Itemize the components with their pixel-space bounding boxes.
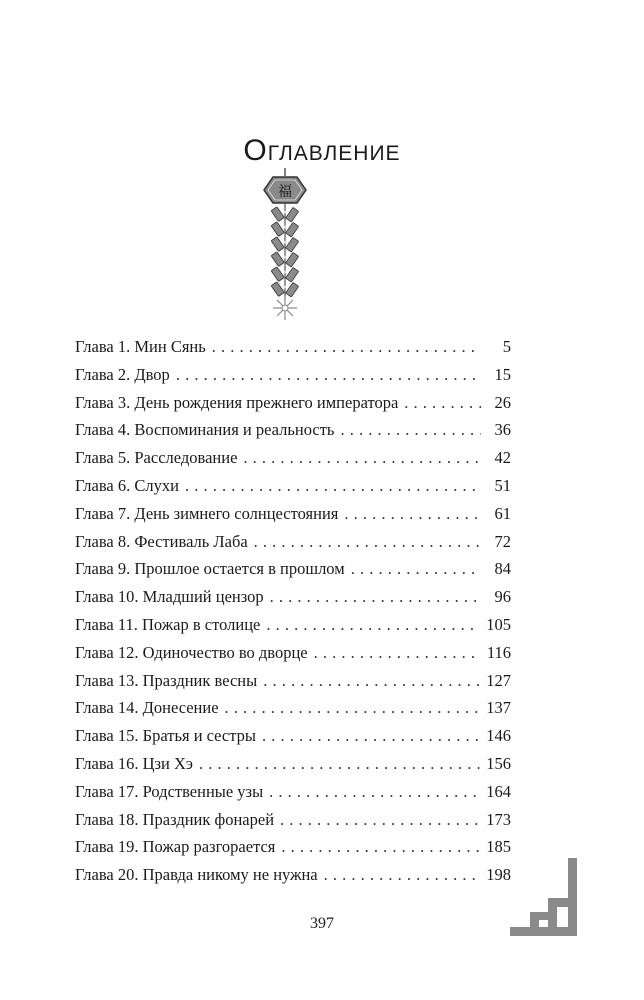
toc-entry-title: Глава 20. Правда никому не нужна: [75, 865, 318, 885]
toc-entry: [75, 726, 511, 754]
toc-entry: [75, 476, 511, 504]
toc-entry-title: Глава 17. Родственные узы: [75, 781, 264, 801]
toc-entry-title: Глава 10. Младший цензор: [75, 587, 264, 607]
toc-entry-title: Глава 11. Пожар в столице: [75, 614, 261, 634]
toc-entry: [75, 754, 511, 782]
toc-entry-page: 137: [486, 698, 511, 718]
toc-entry: [75, 643, 511, 671]
toc-entry-title: Глава 13. Праздник весны: [75, 670, 258, 690]
toc-entry: [75, 782, 511, 810]
firecracker-string-icon: [262, 168, 308, 333]
toc-dot-leader: [262, 726, 480, 746]
toc-dot-leader: [266, 615, 480, 635]
toc-entry-page: 105: [486, 614, 511, 634]
medallion-glyph: 福: [278, 184, 292, 200]
toc-dot-leader: [340, 420, 481, 440]
toc-entry-title: Глава 9. Прошлое остается в прошлом: [75, 559, 345, 579]
toc-entry: [75, 810, 511, 838]
toc-dot-leader: [324, 865, 481, 885]
toc-entry-title: Глава 6. Слухи: [75, 475, 179, 495]
toc-entry-page: 173: [486, 809, 511, 829]
toc-dot-leader: [185, 476, 481, 496]
corner-fret-ornament-icon: [510, 858, 580, 936]
toc-entry-page: 36: [494, 420, 511, 440]
toc-dot-leader: [269, 782, 480, 802]
toc-dot-leader: [243, 448, 481, 468]
toc-entry-title: Глава 2. Двор: [75, 364, 170, 384]
toc-dot-leader: [314, 643, 481, 663]
page-number: 397: [310, 915, 334, 932]
toc-entry: [75, 587, 511, 615]
toc-entry-title: Глава 1. Мин Сянь: [75, 337, 206, 356]
toc-entry-page: 127: [486, 670, 511, 690]
toc-dot-leader: [270, 587, 481, 607]
toc-entry-page: 84: [494, 559, 511, 579]
toc-dot-leader: [199, 754, 480, 774]
toc-entry-page: 96: [494, 587, 511, 607]
toc-entry: [75, 837, 511, 865]
toc-entry-page: 26: [494, 392, 511, 412]
toc-entry-page: 5: [502, 337, 511, 356]
toc-dot-leader: [254, 532, 481, 552]
toc-dot-leader: [176, 365, 481, 385]
toc-dot-leader: [263, 671, 480, 691]
toc-entry-page: 146: [486, 726, 511, 746]
toc-entry-title: Глава 15. Братья и сестры: [75, 726, 256, 746]
toc-entry: [75, 615, 511, 643]
toc-entry-page: 198: [486, 865, 511, 885]
toc-entry: [75, 532, 511, 560]
toc-entry: [75, 559, 511, 587]
toc-entry-title: Глава 19. Пожар разгорается: [75, 837, 276, 857]
toc-entry-page: 51: [494, 475, 511, 495]
toc-entry: [75, 365, 511, 393]
toc-dot-leader: [404, 393, 481, 413]
toc-entry-page: 116: [486, 642, 511, 662]
toc-entry: [75, 393, 511, 421]
toc-entry-title: Глава 5. Расследование: [75, 448, 238, 468]
toc-entry-page: 156: [486, 753, 511, 773]
toc-entry-page: 61: [494, 503, 511, 523]
toc-entry-page: 72: [494, 531, 511, 551]
toc-entry-title: Глава 7. День зимнего солнцестояния: [75, 503, 339, 523]
toc-dot-leader: [281, 837, 480, 857]
toc-entry-title: Глава 12. Одиночество во дворце: [75, 642, 308, 662]
page-title: Оглавление: [243, 134, 401, 167]
toc-entry-title: Глава 18. Праздник фонарей: [75, 809, 275, 829]
toc-entry: [75, 698, 511, 726]
toc-entry: [75, 337, 511, 365]
toc-dot-leader: [280, 810, 480, 830]
toc-entry: [75, 671, 511, 699]
toc-dot-leader: [225, 698, 481, 718]
toc-entry-title: Глава 8. Фестиваль Лаба: [75, 531, 248, 551]
toc-dot-leader: [351, 559, 481, 579]
toc-dot-leader: [212, 337, 481, 357]
toc-entry-title: Глава 14. Донесение: [75, 698, 219, 718]
toc-entry-page: 42: [494, 448, 511, 468]
toc-entry-title: Глава 3. День рождения прежнего императора: [75, 392, 399, 412]
toc-entry-page: 15: [494, 364, 511, 384]
toc-entry: [75, 420, 511, 448]
toc-entry-title: Глава 16. Цзи Хэ: [75, 753, 194, 773]
toc-entry: [75, 448, 511, 476]
toc-entry: [75, 504, 511, 532]
toc-entry: [75, 865, 511, 893]
toc-dot-leader: [344, 504, 481, 524]
toc-entry-page: 164: [486, 781, 511, 801]
table-of-contents: [75, 337, 511, 893]
toc-entry-page: 185: [486, 837, 511, 857]
toc-entry-title: Глава 4. Воспоминания и реальность: [75, 420, 335, 440]
